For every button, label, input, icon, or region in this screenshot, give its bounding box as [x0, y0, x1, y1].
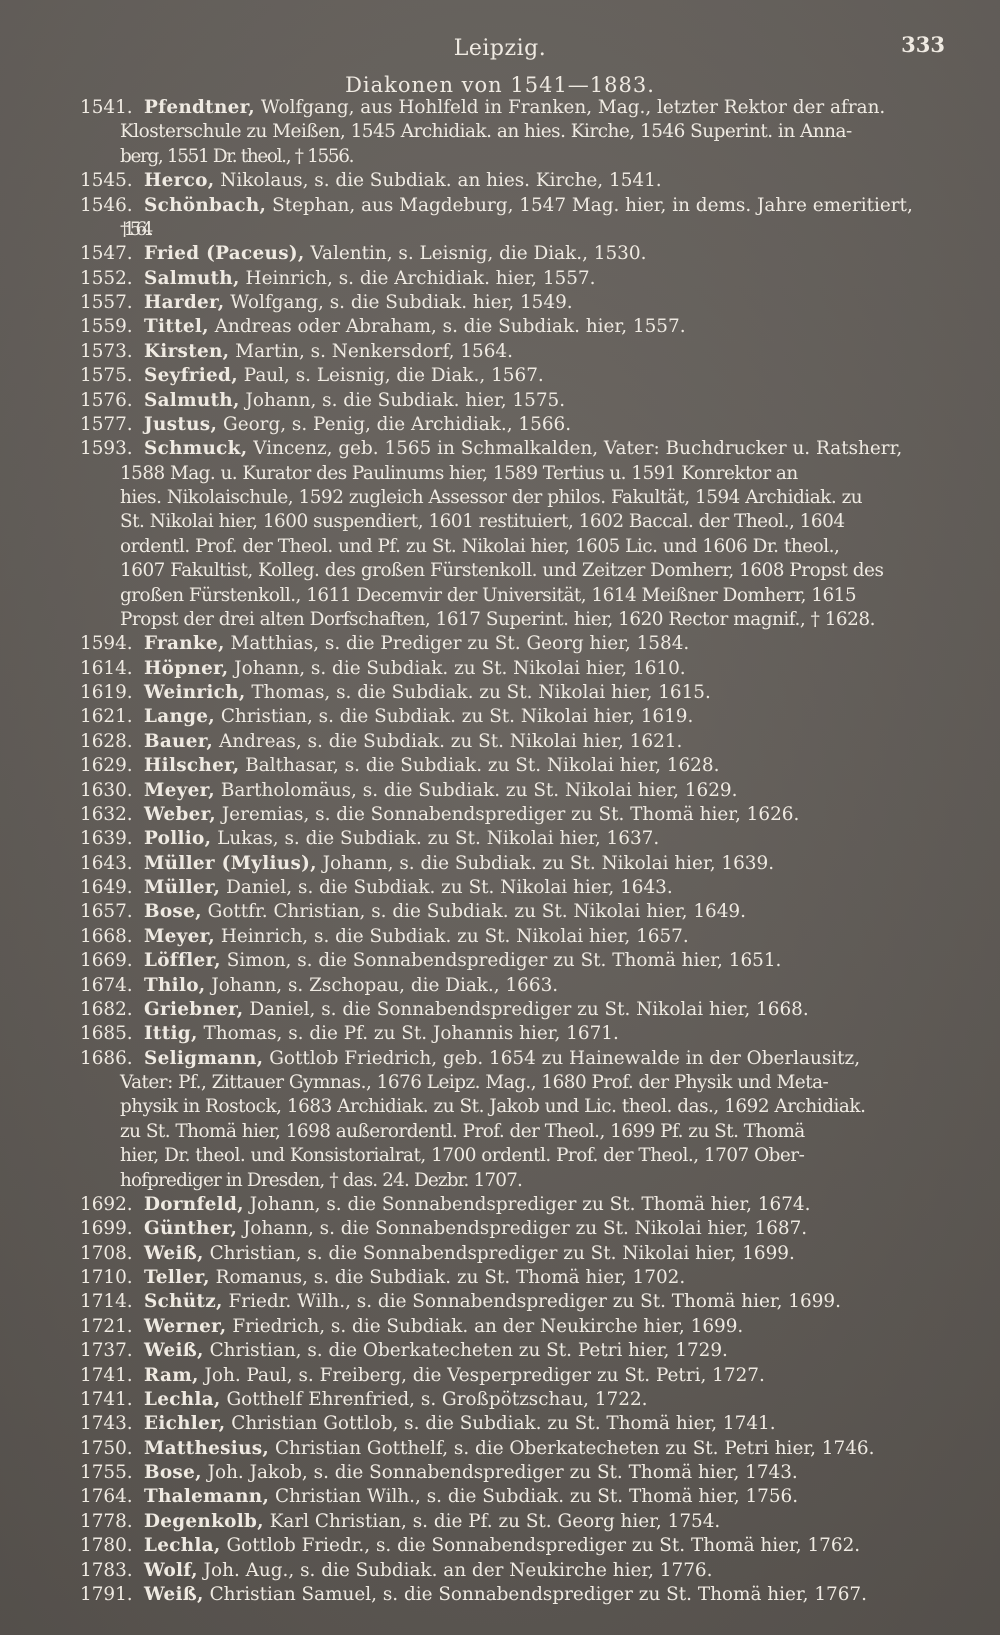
entry-year: 1710. [80, 1267, 133, 1288]
entry-list [80, 96, 960, 1607]
entry-year: 1692. [80, 1193, 133, 1215]
entry-name: Müller (Mylius), [144, 852, 317, 874]
entry-year: 1577. [80, 413, 133, 435]
entry-details: Jeremias, s. die Sonnabendsprediger zu St. Thomä hier, 1626. [215, 803, 800, 825]
entry-first-line [80, 974, 960, 998]
entry-first-line [80, 1388, 960, 1412]
entry-first-line [80, 657, 960, 681]
list-item [80, 340, 960, 364]
entry-name: Pollio, [144, 828, 212, 850]
entry-name: Meyer, [144, 925, 215, 947]
entry-year: 1737. [80, 1340, 133, 1362]
entry-first-line [80, 1534, 960, 1558]
entry-details: Christian, s. die Subdiak. zu St. Nikolai hier, 1619. [214, 706, 694, 728]
entry-first-line [80, 1364, 960, 1388]
entry-first-line [80, 803, 960, 827]
entry-continuation-line: 1588 Mag. u. Kurator des Paulinums hier, 1589 Tertius u. 1591 Konrektor an [120, 462, 798, 484]
entry-first-line [80, 1266, 960, 1290]
entry-first-line [80, 1217, 960, 1241]
entry-year: 1686. [80, 1047, 133, 1069]
entry-details: Simon, s. die Sonnabendsprediger zu St. Thomä hier, 1651. [220, 950, 782, 972]
entry-continuation-line: hofprediger in Dresden, † das. 24. Dezbr. 1707. [120, 1169, 522, 1191]
entry-year: 1674. [80, 974, 133, 996]
list-item [80, 1339, 960, 1363]
entry-details: Thomas, s. die Pf. zu St. Johannis hier, 1671. [197, 1023, 619, 1045]
list-item [80, 1047, 960, 1193]
list-item [80, 803, 960, 827]
entry-year: 1643. [80, 852, 133, 874]
list-item [80, 827, 960, 851]
entry-details: Joh. Paul, s. Freiberg, die Vesperprediger zu St. Petri, 1727. [198, 1364, 765, 1386]
list-item [80, 1559, 960, 1583]
list-item [80, 1364, 960, 1388]
entry-first-line [80, 267, 960, 291]
entry-details: Daniel, s. die Sonnabendsprediger zu St. Nikolai hier, 1668. [243, 998, 809, 1020]
entry-year: 1629. [80, 755, 133, 777]
list-item [80, 852, 960, 876]
entry-details: Heinrich, s. die Subdiak. zu St. Nikolai hier, 1657. [215, 925, 689, 947]
entry-name: Weinrich, [144, 682, 246, 703]
entry-first-line [80, 169, 960, 193]
entry-year: 1668. [80, 925, 133, 947]
section-title: Diakonen von 1541—1883. [345, 73, 655, 97]
entry-year: 1750. [80, 1437, 133, 1459]
list-item [80, 998, 960, 1022]
list-item [80, 632, 960, 656]
entry-year: 1593. [80, 438, 133, 460]
entry-first-line [80, 1461, 960, 1485]
entry-first-line [80, 364, 960, 388]
entry-year: 1594. [80, 633, 133, 655]
entry-details: Paul, s. Leisnig, die Diak., 1567. [237, 365, 544, 387]
entry-first-line [80, 315, 960, 339]
entry-details: Valentin, s. Leisnig, die Diak., 1530. [304, 243, 647, 265]
list-item [80, 1193, 960, 1217]
entry-name: Teller, [144, 1267, 210, 1288]
entry-continuation-line: großen Fürstenkoll., 1611 Decemvir der Universität, 1614 Meißner Domherr, 1615 [120, 584, 857, 606]
entry-first-line [80, 754, 960, 778]
entry-first-line [80, 827, 960, 851]
entry-details: Matthias, s. die Prediger zu St. Georg hier, 1584. [224, 633, 690, 655]
list-item [80, 1242, 960, 1266]
entry-name: Bose, [144, 1462, 202, 1483]
entry-name: Lange, [144, 706, 215, 728]
entry-name: Weiß, [144, 1583, 204, 1605]
list-item [80, 96, 960, 169]
entry-year: 1741. [80, 1364, 133, 1386]
entry-details: Gottfr. Christian, s. die Subdiak. zu St. Nikolai hier, 1649. [201, 901, 746, 923]
entry-year: 1621. [80, 706, 133, 728]
entry-continuation-line: hies. Nikolaischule, 1592 zugleich Assessor der philos. Fakultät, 1594 Archidiak. zu [120, 487, 863, 508]
entry-name: Schönbach, [144, 194, 267, 216]
entry-details: Christian Samuel, s. die Sonnabendsprediger zu St. Thomä hier, 1767. [203, 1583, 867, 1605]
entry-continuation-line: St. Nikolai hier, 1600 suspendiert, 1601 restituiert, 1602 Baccal. der Theol., 1604 [120, 511, 845, 533]
entry-details: Johann, s. die Subdiak. zu St. Nikolai hier, 1610. [228, 657, 686, 679]
entry-details: Vincenz, geb. 1565 in Schmalkalden, Vater: Buchdrucker u. Ratsherr, [247, 438, 903, 460]
entry-details: Christian, s. die Sonnabendsprediger zu St. Nikolai hier, 1699. [203, 1242, 795, 1264]
entry-details: Daniel, s. die Subdiak. zu St. Nikolai hier, 1643. [220, 877, 673, 898]
entry-continuation-line: zu St. Thomä hier, 1698 außerordentl. Prof. der Theol., 1699 Pf. zu St. Thomä [120, 1120, 805, 1142]
entry-name: Wolf, [144, 1559, 198, 1581]
entry-first-line [80, 1559, 960, 1583]
entry-continuation-line: ordentl. Prof. der Theol. und Pf. zu St. Nikolai hier, 1605 Lic. und 1606 Dr. theol., [120, 535, 840, 557]
entry-details: Johann, s. die Subdiak. hier, 1575. [239, 389, 566, 411]
entry-name: Tittel, [144, 316, 209, 338]
entry-details: Johann, s. die Sonnabendsprediger zu St. Nikolai hier, 1687. [237, 1218, 808, 1240]
entry-details: Andreas, s. die Subdiak. zu St. Nikolai hier, 1621. [213, 730, 683, 752]
entry-continuation-line: 1607 Fakultist, Kolleg. des großen Fürstenkoll. und Zeitzer Domherr, 1608 Propst des [120, 560, 884, 582]
entry-year: 1682. [80, 998, 133, 1020]
entry-name: Degenkolb, [144, 1510, 264, 1532]
list-item [80, 315, 960, 339]
entry-name: Günther, [144, 1218, 238, 1240]
entry-name: Werner, [144, 1315, 227, 1337]
entry-first-line [80, 876, 960, 900]
entry-first-line [80, 96, 960, 120]
list-item [80, 1388, 960, 1412]
list-item [80, 779, 960, 803]
entry-continuation-line: hier, Dr. theol. und Konsistorialrat, 1700 ordentl. Prof. der Theol., 1707 Ober- [120, 1145, 805, 1167]
entry-continuation-line: physik in Rostock, 1683 Archidiak. zu St. Jakob und Lic. theol. das., 1692 Archidiak. [120, 1096, 866, 1118]
entry-year: 1557. [80, 292, 133, 313]
entry-year: 1573. [80, 340, 133, 362]
entry-first-line [80, 925, 960, 949]
entry-year: 1547. [80, 243, 133, 265]
entry-year: 1721. [80, 1315, 133, 1337]
entry-name: Weber, [144, 803, 216, 825]
entry-year: 1575. [80, 365, 133, 387]
list-item [80, 925, 960, 949]
list-item [80, 1461, 960, 1485]
list-item [80, 437, 960, 632]
entry-first-line [80, 1437, 960, 1461]
entry-name: Harder, [144, 292, 225, 313]
entry-name: Seyfried, [144, 365, 238, 387]
entry-continuation-line: berg, 1551 Dr. theol., † 1556. [120, 145, 354, 167]
entry-first-line [80, 1047, 960, 1071]
page-header [0, 32, 1000, 66]
entry-first-line [80, 681, 960, 705]
entry-name: Ram, [144, 1364, 199, 1386]
entry-name: Löffler, [144, 950, 221, 972]
list-item [80, 1583, 960, 1607]
list-item [80, 242, 960, 266]
entry-first-line [80, 705, 960, 729]
entry-year: 1639. [80, 828, 133, 850]
entry-year: 1791. [80, 1583, 133, 1605]
entry-name: Pfendtner, [144, 97, 255, 118]
entry-name: Bauer, [144, 730, 214, 752]
entry-year: 1545. [80, 170, 133, 192]
entry-name: Weiß, [144, 1340, 204, 1362]
entry-year: 1541. [80, 97, 133, 118]
entry-year: 1743. [80, 1413, 133, 1435]
entry-details: Georg, s. Penig, die Archidiak., 1566. [217, 413, 572, 435]
entry-name: Meyer, [144, 779, 215, 801]
entry-name: Seligmann, [144, 1047, 264, 1069]
entry-first-line [80, 1583, 960, 1607]
entry-details: Thomas, s. die Subdiak. zu St. Nikolai hier, 1615. [245, 682, 711, 703]
entry-name: Weiß, [144, 1242, 204, 1264]
entry-name: Thilo, [144, 974, 206, 996]
entry-continuation-line: Klosterschule zu Meißen, 1545 Archidiak. an hies. Kirche, 1546 Superint. in Anna- [120, 121, 852, 143]
entry-first-line [80, 1315, 960, 1339]
entry-details: Gottlob Friedr., s. die Sonnabendsprediger zu St. Thomä hier, 1762. [220, 1535, 861, 1557]
entry-name: Schütz, [144, 1291, 223, 1313]
entry-name: Ittig, [144, 1023, 198, 1045]
entry-first-line [80, 1290, 960, 1314]
entry-year: 1741. [80, 1388, 133, 1410]
list-item [80, 413, 960, 437]
entry-name: Höpner, [144, 657, 229, 679]
entry-details: Lukas, s. die Subdiak. zu St. Nikolai hier, 1637. [211, 828, 660, 850]
entry-continuation-line: † 1564. [120, 218, 148, 240]
entry-year: 1780. [80, 1535, 133, 1557]
list-item [80, 754, 960, 778]
entry-year: 1546. [80, 194, 133, 216]
entry-name: Lechla, [144, 1535, 221, 1557]
entry-details: Heinrich, s. die Archidiak. hier, 1557. [239, 267, 596, 289]
entry-year: 1714. [80, 1291, 133, 1313]
entry-details: Gotthelf Ehrenfried, s. Großpötzschau, 1722. [220, 1388, 648, 1410]
list-item [80, 291, 960, 315]
entry-details: Karl Christian, s. die Pf. zu St. Georg hier, 1754. [263, 1510, 721, 1532]
entry-first-line [80, 437, 960, 461]
entry-first-line [80, 1193, 960, 1217]
list-item [80, 1510, 960, 1534]
entry-name: Salmuth, [144, 389, 240, 411]
list-item [80, 949, 960, 973]
entry-name: Fried (Paceus), [144, 243, 305, 265]
entry-year: 1552. [80, 267, 133, 289]
list-item [80, 730, 960, 754]
entry-name: Dornfeld, [144, 1193, 244, 1215]
entry-name: Eichler, [144, 1413, 226, 1435]
entry-year: 1576. [80, 389, 133, 411]
entry-details: Martin, s. Nenkersdorf, 1564. [229, 340, 513, 362]
entry-year: 1764. [80, 1486, 133, 1508]
list-item [80, 705, 960, 729]
entry-first-line [80, 900, 960, 924]
entry-year: 1783. [80, 1559, 133, 1581]
entry-year: 1628. [80, 730, 133, 752]
entry-first-line [80, 852, 960, 876]
entry-first-line [80, 1485, 960, 1509]
entry-details: Christian, s. die Oberkatecheten zu St. Petri hier, 1729. [203, 1340, 728, 1362]
entry-first-line [80, 413, 960, 437]
entry-first-line [80, 1339, 960, 1363]
entry-name: Salmuth, [144, 267, 240, 289]
entry-name: Matthesius, [144, 1437, 270, 1459]
entry-first-line [80, 998, 960, 1022]
list-item [80, 1022, 960, 1046]
entry-details: Friedr. Wilh., s. die Sonnabendsprediger zu St. Thomä hier, 1699. [222, 1291, 841, 1313]
entry-name: Lechla, [144, 1388, 221, 1410]
entry-name: Griebner, [144, 998, 244, 1020]
list-item [80, 681, 960, 705]
entry-year: 1649. [80, 877, 133, 898]
entry-first-line [80, 632, 960, 656]
entry-details: Christian Wilh., s. die Subdiak. zu St. Thomä hier, 1756. [269, 1486, 799, 1508]
list-item [80, 1485, 960, 1509]
entry-first-line [80, 389, 960, 413]
entry-details: Wolfgang, s. die Subdiak. hier, 1549. [224, 292, 573, 313]
entry-details: Johann, s. die Subdiak. zu St. Nikolai hier, 1639. [316, 852, 775, 874]
list-item [80, 657, 960, 681]
list-item [80, 1534, 960, 1558]
entry-year: 1630. [80, 779, 133, 801]
entry-details: Friedrich, s. die Subdiak. an der Neukirche hier, 1699. [226, 1315, 744, 1337]
entry-details: Johann, s. die Sonnabendsprediger zu St. Thomä hier, 1674. [243, 1193, 811, 1215]
entry-details: Romanus, s. die Subdiak. zu St. Thomä hier, 1702. [209, 1267, 686, 1288]
entry-first-line [80, 1412, 960, 1436]
entry-first-line [80, 730, 960, 754]
list-item [80, 364, 960, 388]
entry-year: 1614. [80, 657, 133, 679]
entry-first-line [80, 1510, 960, 1534]
entry-name: Müller, [144, 877, 221, 898]
entry-year: 1708. [80, 1242, 133, 1264]
entry-details: Joh. Jakob, s. die Sonnabendsprediger zu St. Thomä hier, 1743. [201, 1462, 798, 1483]
list-item [80, 389, 960, 413]
entry-first-line [80, 340, 960, 364]
list-item [80, 1290, 960, 1314]
list-item [80, 194, 960, 243]
entry-details: Wolfgang, aus Hohlfeld in Franken, Mag., letzter Rektor der afran. [255, 97, 886, 118]
entry-details: Stephan, aus Magdeburg, 1547 Mag. hier, in dems. Jahre emeritiert, [266, 194, 913, 216]
entry-name: Justus, [144, 413, 218, 435]
entry-year: 1685. [80, 1023, 133, 1045]
entry-year: 1619. [80, 682, 133, 703]
entry-name: Bose, [144, 901, 202, 923]
entry-year: 1632. [80, 803, 133, 825]
entry-name: Franke, [144, 633, 225, 655]
entry-details: Christian Gottlob, s. die Subdiak. zu St. Thomä hier, 1741. [225, 1413, 776, 1435]
list-item [80, 1217, 960, 1241]
entry-first-line [80, 194, 960, 218]
entry-name: Hilscher, [144, 755, 240, 777]
entry-first-line [80, 242, 960, 266]
entry-details: Christian Gotthelf, s. die Oberkatecheten zu St. Petri hier, 1746. [269, 1437, 875, 1459]
entry-continuation-line: Vater: Pf., Zittauer Gymnas., 1676 Leipz. Mag., 1680 Prof. der Physik und Meta- [120, 1072, 829, 1093]
entry-details: Joh. Aug., s. die Subdiak. an der Neukirche hier, 1776. [197, 1559, 713, 1581]
page-number: 333 [901, 32, 945, 57]
entry-first-line [80, 1242, 960, 1266]
list-item [80, 169, 960, 193]
list-item [80, 1266, 960, 1290]
entry-name: Herco, [144, 170, 215, 192]
list-item [80, 1412, 960, 1436]
entry-continuation-line: Propst der drei alten Dorfschaften, 1617 Superint. hier, 1620 Rector magnif., † 1628. [120, 608, 875, 630]
entry-year: 1657. [80, 901, 133, 923]
entry-first-line [80, 949, 960, 973]
entry-year: 1669. [80, 950, 133, 972]
entry-first-line [80, 779, 960, 803]
list-item [80, 1437, 960, 1461]
entry-first-line [80, 1022, 960, 1046]
list-item [80, 876, 960, 900]
list-item [80, 900, 960, 924]
entry-details: Johann, s. Zschopau, die Diak., 1663. [205, 974, 559, 996]
entry-details: Bartholomäus, s. die Subdiak. zu St. Nikolai hier, 1629. [215, 779, 738, 801]
entry-year: 1778. [80, 1510, 133, 1532]
entry-first-line [80, 291, 960, 315]
entry-name: Thalemann, [144, 1486, 270, 1508]
entry-year: 1755. [80, 1462, 133, 1483]
entry-details: Gottlob Friedrich, geb. 1654 zu Hainewalde in der Oberlausitz, [263, 1047, 861, 1069]
list-item [80, 974, 960, 998]
list-item [80, 267, 960, 291]
entry-year: 1699. [80, 1218, 133, 1240]
running-title: Leipzig. [453, 36, 547, 61]
list-item [80, 1315, 960, 1339]
entry-details: Andreas oder Abraham, s. die Subdiak. hier, 1557. [208, 316, 686, 338]
entry-name: Schmuck, [144, 438, 248, 460]
entry-details: Nikolaus, s. die Subdiak. an hies. Kirche, 1541. [214, 170, 662, 192]
entry-year: 1559. [80, 316, 133, 338]
entry-name: Kirsten, [144, 340, 230, 362]
entry-details: Balthasar, s. die Subdiak. zu St. Nikolai hier, 1628. [239, 755, 720, 777]
